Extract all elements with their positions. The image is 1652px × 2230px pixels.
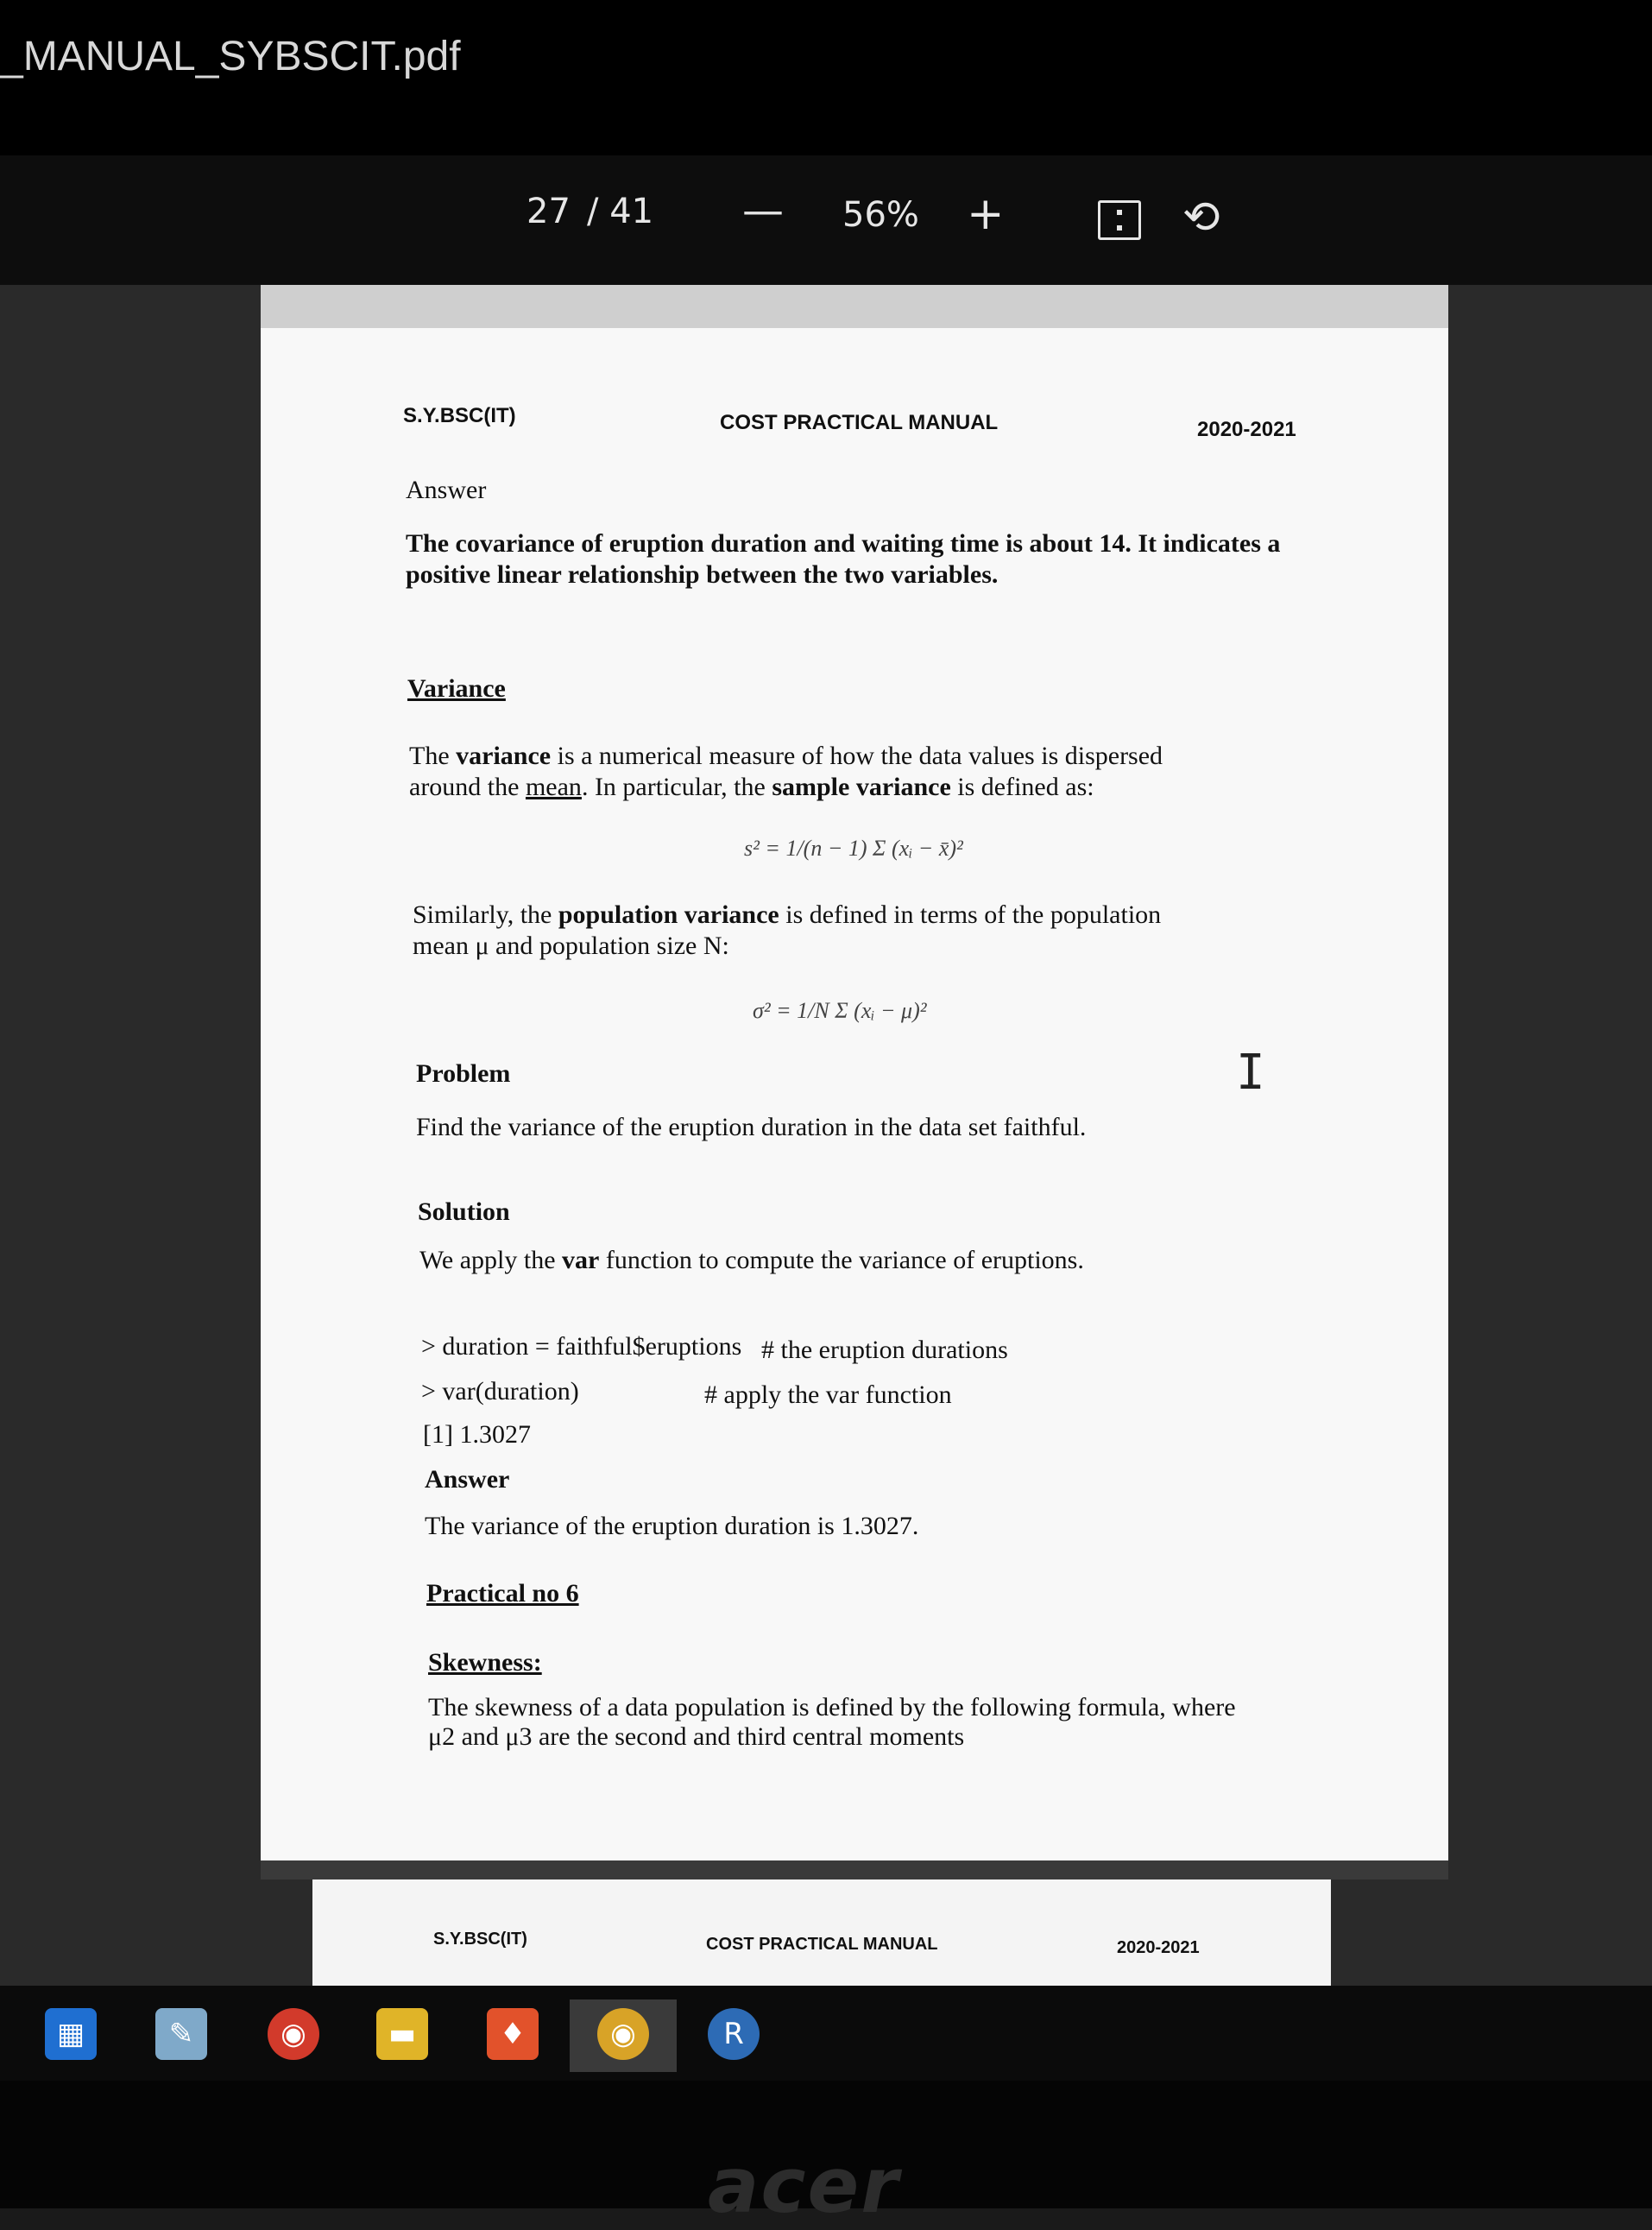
population-variance-formula: σ² = 1/N Σ (xᵢ − μ)² — [753, 998, 927, 1023]
answer-heading: Answer — [406, 476, 487, 504]
next-header-right: 2020-2021 — [1117, 1938, 1200, 1957]
next-pdf-page — [312, 1879, 1331, 2000]
population-paragraph-line-2: mean μ and population size N: — [413, 932, 729, 960]
code-line-2: > var(duration) — [421, 1377, 579, 1406]
problem-text: Find the variance of the eruption duration in the data set faithful. — [416, 1113, 1087, 1141]
variance-paragraph-line-1: The variance is a numerical measure of how the data values is dispersed — [409, 742, 1163, 770]
next-header-center: COST PRACTICAL MANUAL — [706, 1935, 938, 1954]
code-comment-2: # apply the var function — [704, 1380, 952, 1409]
zoom-in-button[interactable]: + — [967, 188, 1005, 240]
header-right: 2020-2021 — [1197, 418, 1296, 441]
rotate-icon[interactable]: ⟲ — [1182, 192, 1220, 243]
pdf-filename: _MANUAL_SYBSCIT.pdf — [0, 34, 461, 79]
header-left: S.Y.BSC(IT) — [403, 404, 516, 427]
practical-heading: Practical no 6 — [426, 1579, 579, 1608]
answer-heading-2: Answer — [425, 1465, 510, 1494]
problem-heading: Problem — [416, 1059, 511, 1088]
next-header-left: S.Y.BSC(IT) — [433, 1930, 527, 1949]
zoom-level[interactable]: 56% — [842, 195, 919, 235]
answer-line-2: positive linear relationship between the two variables. — [406, 560, 999, 589]
variance-paragraph-line-2: around the mean. In particular, the sample variance is defined as: — [409, 773, 1094, 801]
pdf-toolbar — [0, 155, 1652, 285]
taskbar — [0, 1986, 1652, 2081]
sample-variance-formula: s² = 1/(n − 1) Σ (xᵢ − x̄)² — [744, 836, 963, 861]
skewness-heading: Skewness: — [428, 1648, 542, 1677]
text-cursor-icon: I — [1236, 1045, 1265, 1101]
pdf-page — [261, 328, 1448, 1860]
code-comment-1: # the eruption durations — [761, 1336, 1008, 1364]
chrome-active-icon[interactable]: ◉ — [597, 2008, 649, 2060]
answer-text-2: The variance of the eruption duration is 1.3027. — [425, 1512, 919, 1540]
r-icon[interactable]: R — [708, 2008, 760, 2060]
code-line-1: > duration = faithful$eruptions — [421, 1332, 742, 1361]
previous-page-edge — [261, 285, 1448, 328]
title-bar — [0, 0, 1652, 155]
chrome-icon[interactable]: ◉ — [268, 2008, 319, 2060]
notepad-icon[interactable]: ✎ — [155, 2008, 207, 2060]
variance-heading: Variance — [407, 674, 506, 703]
zoom-out-button[interactable]: — — [742, 186, 784, 235]
skewness-line-1: The skewness of a data population is defined by the following formula, where — [428, 1693, 1236, 1721]
brave-icon[interactable]: ♦ — [487, 2008, 539, 2060]
code-output: [1] 1.3027 — [423, 1420, 531, 1449]
page-number-input[interactable]: 27 — [526, 192, 571, 231]
solution-text: We apply the var function to compute the variance of eruptions. — [419, 1246, 1084, 1274]
page-break — [261, 1860, 1448, 1879]
solution-heading: Solution — [418, 1197, 510, 1226]
store-icon[interactable]: ▦ — [45, 2008, 97, 2060]
file-explorer-icon[interactable]: ▬ — [376, 2008, 428, 2060]
fit-page-icon[interactable] — [1098, 200, 1141, 240]
monitor-brand-logo: acer — [708, 2141, 900, 2230]
header-center: COST PRACTICAL MANUAL — [720, 411, 999, 434]
page-total: / 41 — [587, 192, 654, 231]
answer-line-1: The covariance of eruption duration and waiting time is about 14. It indicates a — [406, 529, 1281, 558]
population-paragraph-line-1: Similarly, the population variance is defined in terms of the population — [413, 900, 1162, 929]
skewness-line-2: μ2 and μ3 are the second and third central moments — [428, 1722, 965, 1751]
